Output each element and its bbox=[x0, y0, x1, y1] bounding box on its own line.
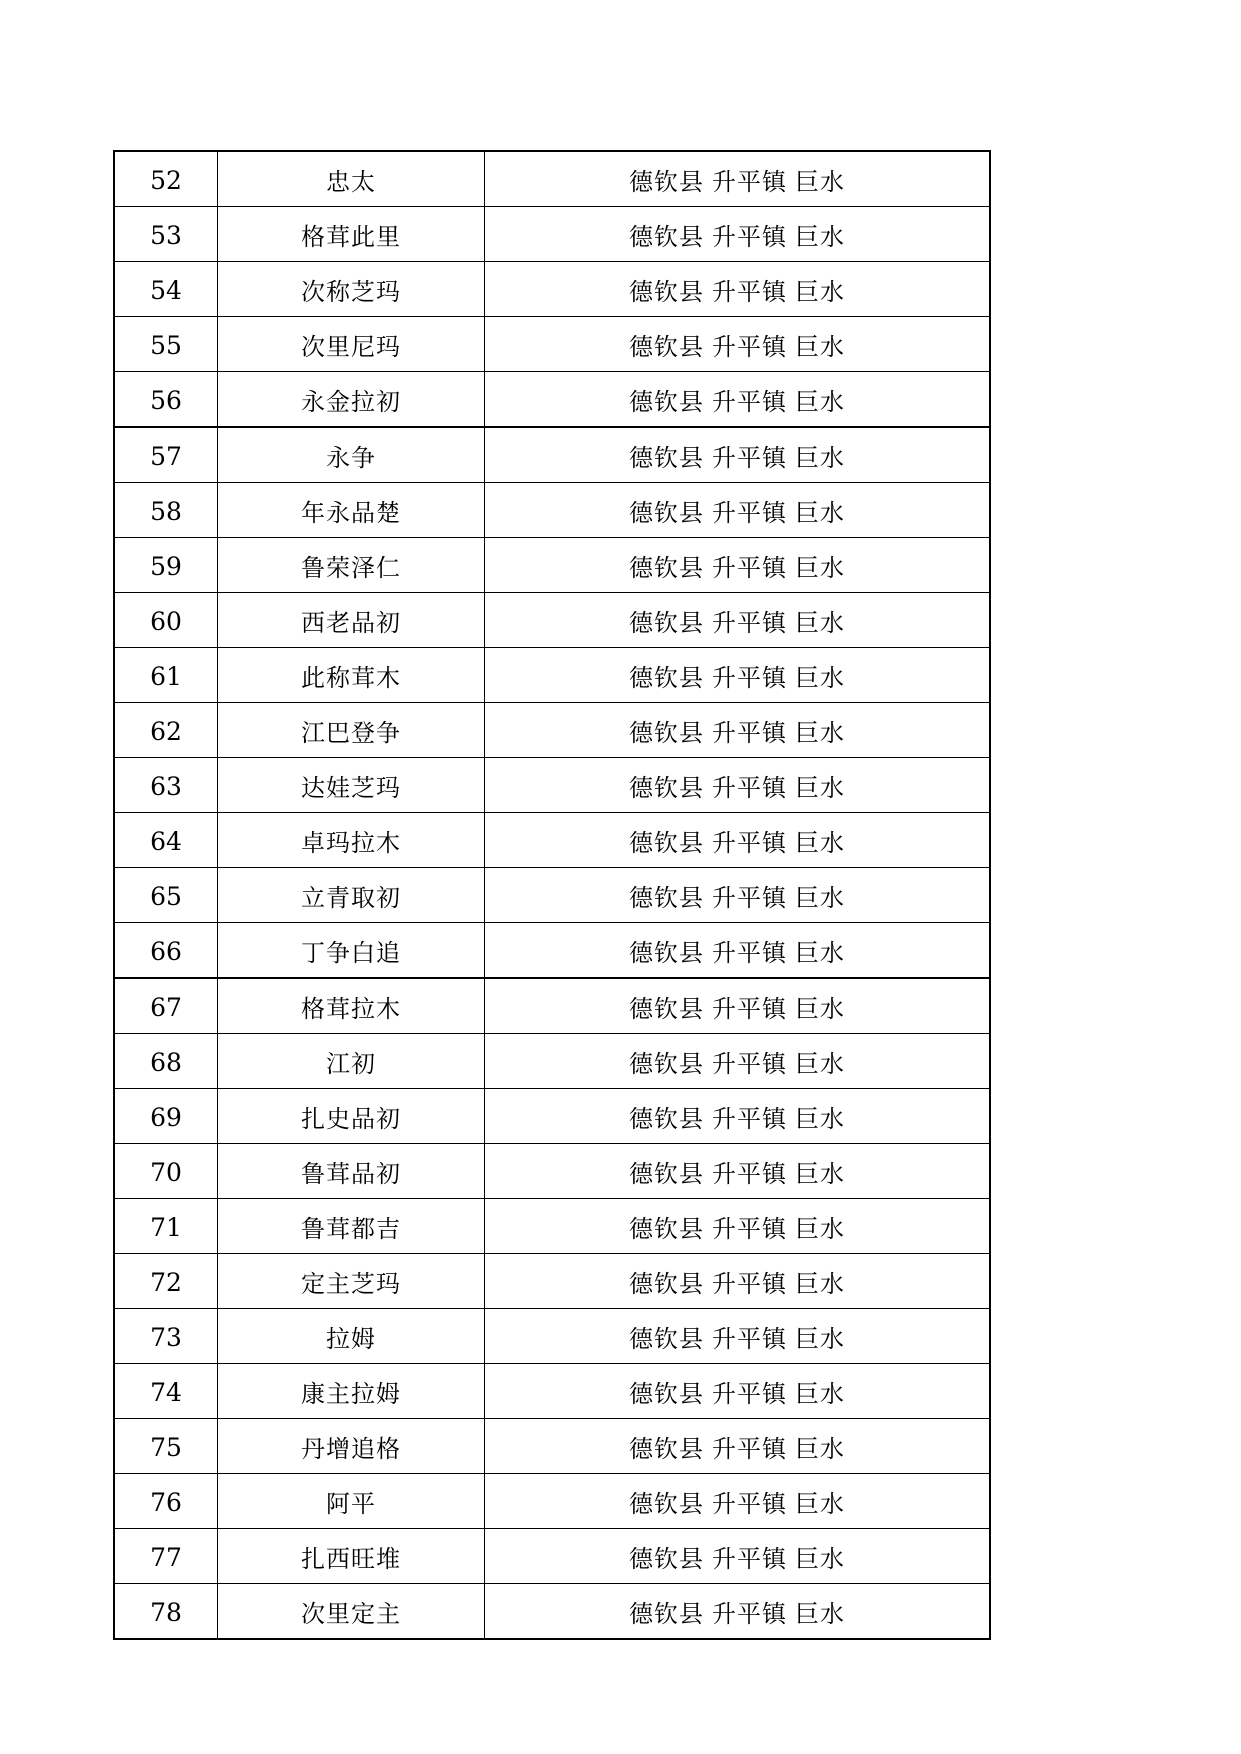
address-town: 升平镇 bbox=[712, 1049, 787, 1078]
address-town: 升平镇 bbox=[712, 1324, 787, 1353]
person-name-cell: 扎史品初 bbox=[218, 1089, 485, 1144]
address-cell bbox=[485, 427, 991, 483]
table-row bbox=[114, 703, 990, 758]
address-village: 巨水 bbox=[795, 443, 845, 472]
row-number-cell: 62 bbox=[114, 703, 218, 758]
address-county: 德钦县 bbox=[629, 1489, 704, 1518]
row-number-cell: 59 bbox=[114, 538, 218, 593]
address-village: 巨水 bbox=[795, 1599, 845, 1628]
address-town: 升平镇 bbox=[712, 883, 787, 912]
address-village: 巨水 bbox=[795, 1434, 845, 1463]
table-row bbox=[114, 1254, 990, 1309]
address-county: 德钦县 bbox=[629, 387, 704, 416]
address-village: 巨水 bbox=[795, 994, 845, 1023]
address-town: 升平镇 bbox=[712, 277, 787, 306]
address-village: 巨水 bbox=[795, 222, 845, 251]
address-cell bbox=[485, 483, 991, 538]
table-row bbox=[114, 648, 990, 703]
address-village: 巨水 bbox=[795, 332, 845, 361]
row-number-cell: 56 bbox=[114, 372, 218, 428]
address-county: 德钦县 bbox=[629, 222, 704, 251]
address-county: 德钦县 bbox=[629, 938, 704, 967]
row-number-cell: 63 bbox=[114, 758, 218, 813]
address-cell bbox=[485, 151, 991, 207]
table-row bbox=[114, 483, 990, 538]
address-county: 德钦县 bbox=[629, 1159, 704, 1188]
person-name-cell: 丁争白追 bbox=[218, 923, 485, 979]
address-county: 德钦县 bbox=[629, 1434, 704, 1463]
person-name-cell: 次里定主 bbox=[218, 1584, 485, 1640]
address-cell bbox=[485, 1034, 991, 1089]
address-village: 巨水 bbox=[795, 1379, 845, 1408]
table-row bbox=[114, 1089, 990, 1144]
address-county: 德钦县 bbox=[629, 1379, 704, 1408]
table-row bbox=[114, 1474, 990, 1529]
row-number-cell: 75 bbox=[114, 1419, 218, 1474]
row-number-cell: 52 bbox=[114, 151, 218, 207]
address-village: 巨水 bbox=[795, 828, 845, 857]
table-row bbox=[114, 1529, 990, 1584]
person-name-cell: 次里尼玛 bbox=[218, 317, 485, 372]
address-village: 巨水 bbox=[795, 773, 845, 802]
person-name-cell: 鲁茸品初 bbox=[218, 1144, 485, 1199]
person-name-cell: 立青取初 bbox=[218, 868, 485, 923]
address-village: 巨水 bbox=[795, 1049, 845, 1078]
address-county: 德钦县 bbox=[629, 443, 704, 472]
address-town: 升平镇 bbox=[712, 663, 787, 692]
table-row bbox=[114, 868, 990, 923]
address-county: 德钦县 bbox=[629, 828, 704, 857]
row-number-cell: 78 bbox=[114, 1584, 218, 1640]
address-village: 巨水 bbox=[795, 553, 845, 582]
address-village: 巨水 bbox=[795, 1104, 845, 1133]
person-name-cell: 忠太 bbox=[218, 151, 485, 207]
address-cell bbox=[485, 317, 991, 372]
person-name-cell: 卓玛拉木 bbox=[218, 813, 485, 868]
address-village: 巨水 bbox=[795, 883, 845, 912]
address-town: 升平镇 bbox=[712, 1104, 787, 1133]
row-number-cell: 72 bbox=[114, 1254, 218, 1309]
person-name-cell: 康主拉姆 bbox=[218, 1364, 485, 1419]
address-county: 德钦县 bbox=[629, 1324, 704, 1353]
address-cell bbox=[485, 1089, 991, 1144]
address-town: 升平镇 bbox=[712, 608, 787, 637]
table-row bbox=[114, 978, 990, 1034]
address-town: 升平镇 bbox=[712, 718, 787, 747]
address-county: 德钦县 bbox=[629, 1544, 704, 1573]
table-row bbox=[114, 813, 990, 868]
table-row bbox=[114, 262, 990, 317]
address-town: 升平镇 bbox=[712, 994, 787, 1023]
address-town: 升平镇 bbox=[712, 1599, 787, 1628]
address-cell bbox=[485, 1584, 991, 1640]
address-town: 升平镇 bbox=[712, 1269, 787, 1298]
address-village: 巨水 bbox=[795, 498, 845, 527]
roster-table-body bbox=[114, 151, 990, 1639]
address-town: 升平镇 bbox=[712, 498, 787, 527]
address-cell bbox=[485, 868, 991, 923]
person-name-cell: 江初 bbox=[218, 1034, 485, 1089]
address-cell bbox=[485, 923, 991, 979]
address-town: 升平镇 bbox=[712, 387, 787, 416]
person-name-cell: 阿平 bbox=[218, 1474, 485, 1529]
person-name-cell: 永金拉初 bbox=[218, 372, 485, 428]
address-cell bbox=[485, 813, 991, 868]
table-row bbox=[114, 1144, 990, 1199]
address-cell bbox=[485, 207, 991, 262]
person-name-cell: 鲁茸都吉 bbox=[218, 1199, 485, 1254]
address-county: 德钦县 bbox=[629, 1599, 704, 1628]
address-cell bbox=[485, 648, 991, 703]
row-number-cell: 70 bbox=[114, 1144, 218, 1199]
address-village: 巨水 bbox=[795, 1269, 845, 1298]
person-name-cell: 西老品初 bbox=[218, 593, 485, 648]
person-name-cell: 年永品楚 bbox=[218, 483, 485, 538]
address-county: 德钦县 bbox=[629, 1214, 704, 1243]
person-name-cell: 格茸此里 bbox=[218, 207, 485, 262]
address-county: 德钦县 bbox=[629, 277, 704, 306]
table-row bbox=[114, 317, 990, 372]
address-cell bbox=[485, 1364, 991, 1419]
address-town: 升平镇 bbox=[712, 167, 787, 196]
person-name-cell: 鲁荣泽仁 bbox=[218, 538, 485, 593]
address-cell bbox=[485, 1144, 991, 1199]
table-row bbox=[114, 758, 990, 813]
person-name-cell: 达娃芝玛 bbox=[218, 758, 485, 813]
person-name-cell: 定主芝玛 bbox=[218, 1254, 485, 1309]
table-row bbox=[114, 1199, 990, 1254]
table-row bbox=[114, 1364, 990, 1419]
address-cell bbox=[485, 1309, 991, 1364]
address-village: 巨水 bbox=[795, 167, 845, 196]
row-number-cell: 67 bbox=[114, 978, 218, 1034]
address-village: 巨水 bbox=[795, 938, 845, 967]
address-town: 升平镇 bbox=[712, 443, 787, 472]
address-village: 巨水 bbox=[795, 387, 845, 416]
person-name-cell: 扎西旺堆 bbox=[218, 1529, 485, 1584]
address-county: 德钦县 bbox=[629, 167, 704, 196]
row-number-cell: 61 bbox=[114, 648, 218, 703]
address-village: 巨水 bbox=[795, 663, 845, 692]
person-name-cell: 次称芝玛 bbox=[218, 262, 485, 317]
address-cell bbox=[485, 978, 991, 1034]
address-town: 升平镇 bbox=[712, 553, 787, 582]
table-row bbox=[114, 207, 990, 262]
address-town: 升平镇 bbox=[712, 222, 787, 251]
address-county: 德钦县 bbox=[629, 498, 704, 527]
row-number-cell: 54 bbox=[114, 262, 218, 317]
table-row bbox=[114, 372, 990, 428]
row-number-cell: 73 bbox=[114, 1309, 218, 1364]
roster-table bbox=[113, 150, 991, 1640]
address-town: 升平镇 bbox=[712, 828, 787, 857]
address-cell bbox=[485, 1529, 991, 1584]
address-county: 德钦县 bbox=[629, 883, 704, 912]
address-cell bbox=[485, 593, 991, 648]
address-cell bbox=[485, 1254, 991, 1309]
address-town: 升平镇 bbox=[712, 1489, 787, 1518]
address-cell bbox=[485, 372, 991, 428]
address-county: 德钦县 bbox=[629, 553, 704, 582]
address-cell bbox=[485, 703, 991, 758]
row-number-cell: 57 bbox=[114, 427, 218, 483]
row-number-cell: 58 bbox=[114, 483, 218, 538]
row-number-cell: 53 bbox=[114, 207, 218, 262]
address-county: 德钦县 bbox=[629, 663, 704, 692]
address-cell bbox=[485, 262, 991, 317]
address-village: 巨水 bbox=[795, 1214, 845, 1243]
address-town: 升平镇 bbox=[712, 1214, 787, 1243]
address-cell bbox=[485, 1199, 991, 1254]
address-county: 德钦县 bbox=[629, 608, 704, 637]
table-row bbox=[114, 923, 990, 979]
table-row bbox=[114, 538, 990, 593]
address-county: 德钦县 bbox=[629, 332, 704, 361]
person-name-cell: 格茸拉木 bbox=[218, 978, 485, 1034]
row-number-cell: 55 bbox=[114, 317, 218, 372]
row-number-cell: 64 bbox=[114, 813, 218, 868]
table-row bbox=[114, 427, 990, 483]
table-row bbox=[114, 1309, 990, 1364]
table-row bbox=[114, 1584, 990, 1640]
address-town: 升平镇 bbox=[712, 332, 787, 361]
address-village: 巨水 bbox=[795, 1159, 845, 1188]
address-county: 德钦县 bbox=[629, 773, 704, 802]
table-row bbox=[114, 151, 990, 207]
address-village: 巨水 bbox=[795, 608, 845, 637]
person-name-cell: 永争 bbox=[218, 427, 485, 483]
table-row bbox=[114, 1034, 990, 1089]
address-county: 德钦县 bbox=[629, 1269, 704, 1298]
row-number-cell: 74 bbox=[114, 1364, 218, 1419]
address-county: 德钦县 bbox=[629, 994, 704, 1023]
address-county: 德钦县 bbox=[629, 1104, 704, 1133]
address-cell bbox=[485, 1474, 991, 1529]
address-town: 升平镇 bbox=[712, 1159, 787, 1188]
person-name-cell: 丹增追格 bbox=[218, 1419, 485, 1474]
row-number-cell: 76 bbox=[114, 1474, 218, 1529]
address-town: 升平镇 bbox=[712, 1544, 787, 1573]
row-number-cell: 69 bbox=[114, 1089, 218, 1144]
table-row bbox=[114, 593, 990, 648]
row-number-cell: 71 bbox=[114, 1199, 218, 1254]
row-number-cell: 66 bbox=[114, 923, 218, 979]
address-town: 升平镇 bbox=[712, 773, 787, 802]
row-number-cell: 65 bbox=[114, 868, 218, 923]
address-village: 巨水 bbox=[795, 277, 845, 306]
address-county: 德钦县 bbox=[629, 718, 704, 747]
address-village: 巨水 bbox=[795, 718, 845, 747]
person-name-cell: 此称茸木 bbox=[218, 648, 485, 703]
table-row bbox=[114, 1419, 990, 1474]
person-name-cell: 拉姆 bbox=[218, 1309, 485, 1364]
row-number-cell: 77 bbox=[114, 1529, 218, 1584]
row-number-cell: 60 bbox=[114, 593, 218, 648]
address-cell bbox=[485, 538, 991, 593]
address-village: 巨水 bbox=[795, 1489, 845, 1518]
address-cell bbox=[485, 758, 991, 813]
address-village: 巨水 bbox=[795, 1544, 845, 1573]
address-town: 升平镇 bbox=[712, 938, 787, 967]
address-cell bbox=[485, 1419, 991, 1474]
person-name-cell: 江巴登争 bbox=[218, 703, 485, 758]
row-number-cell: 68 bbox=[114, 1034, 218, 1089]
address-town: 升平镇 bbox=[712, 1379, 787, 1408]
address-county: 德钦县 bbox=[629, 1049, 704, 1078]
address-town: 升平镇 bbox=[712, 1434, 787, 1463]
address-village: 巨水 bbox=[795, 1324, 845, 1353]
